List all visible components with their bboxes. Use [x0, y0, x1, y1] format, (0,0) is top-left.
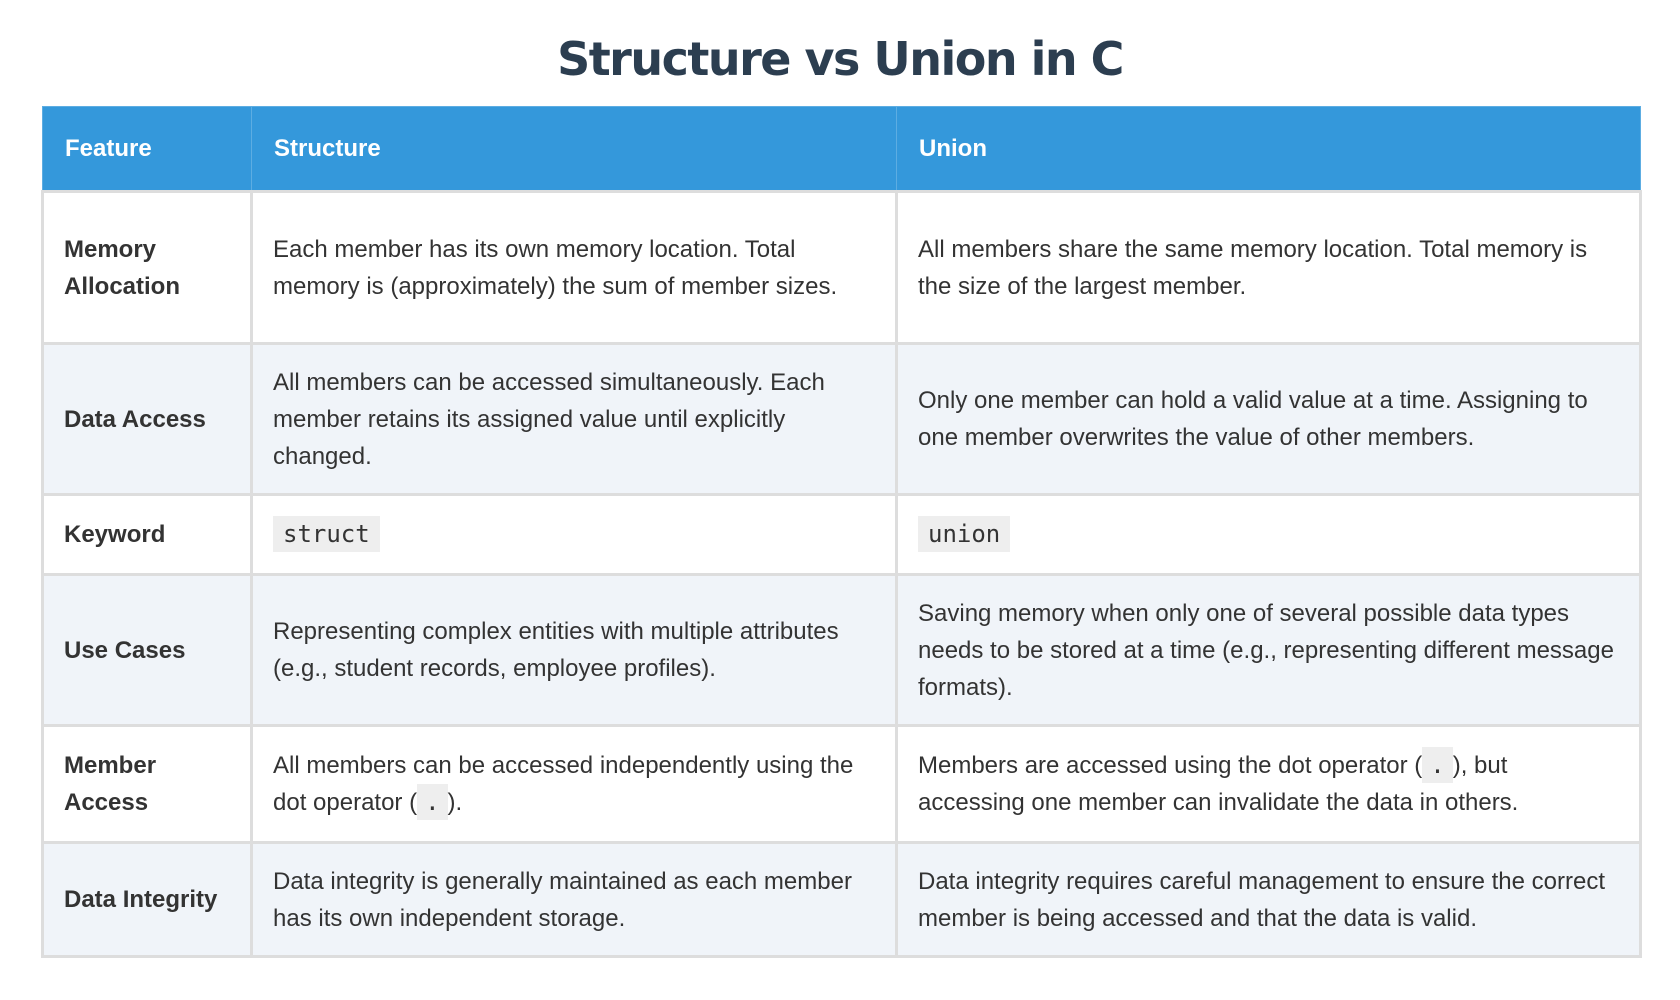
structure-cell: Data integrity is generally maintained as each member has its own independent storage.	[252, 843, 897, 957]
dot-operator-code: .	[1422, 747, 1452, 783]
feature-cell: Data Access	[43, 344, 252, 495]
structure-cell	[252, 495, 897, 575]
feature-cell: Data Integrity	[43, 843, 252, 957]
union-text-pre: Members are accessed using the dot operator (	[918, 752, 1423, 779]
union-cell: All members share the same memory location. Total memory is the size of the largest member.	[897, 192, 1641, 344]
table-row	[43, 575, 1641, 726]
table-row	[43, 192, 1641, 344]
feature-cell: Use Cases	[43, 575, 252, 726]
union-cell	[897, 495, 1641, 575]
page-title: Structure vs Union in C	[557, 32, 1123, 86]
feature-cell: Member Access	[43, 726, 252, 843]
union-keyword-code: union	[918, 516, 1010, 552]
header-union: Union	[897, 107, 1641, 192]
table-header-row	[43, 107, 1641, 192]
table-row	[43, 495, 1641, 575]
structure-cell: Representing complex entities with multiple attributes (e.g., student records, employee profiles).	[252, 575, 897, 726]
comparison-table	[41, 106, 1642, 958]
feature-cell: Keyword	[43, 495, 252, 575]
table-row	[43, 843, 1641, 957]
union-cell: Only one member can hold a valid value at a time. Assigning to one member overwrites the value of other members.	[897, 344, 1641, 495]
feature-cell: Memory Allocation	[43, 192, 252, 344]
union-cell: Data integrity requires careful management to ensure the correct member is being accessed and that the data is valid.	[897, 843, 1641, 957]
dot-operator-code: .	[417, 784, 447, 820]
structure-text-post: ).	[447, 789, 463, 816]
table-row	[43, 344, 1641, 495]
structure-cell: Each member has its own memory location. Total memory is (approximately) the sum of member sizes.	[252, 192, 897, 344]
header-structure: Structure	[252, 107, 897, 192]
header-feature: Feature	[43, 107, 252, 192]
table-row	[43, 726, 1641, 843]
struct-keyword-code: struct	[273, 516, 380, 552]
union-text-post: ), but accessing one member can invalidate the data in others.	[918, 752, 1519, 816]
union-cell	[897, 726, 1641, 843]
structure-cell: All members can be accessed simultaneously. Each member retains its assigned value until explicitly changed.	[252, 344, 897, 495]
union-cell: Saving memory when only one of several possible data types needs to be stored at a time (e.g., representing different message formats).	[897, 575, 1641, 726]
structure-cell	[252, 726, 897, 843]
structure-text-pre: All members can be accessed independently using the dot operator (	[273, 752, 854, 816]
